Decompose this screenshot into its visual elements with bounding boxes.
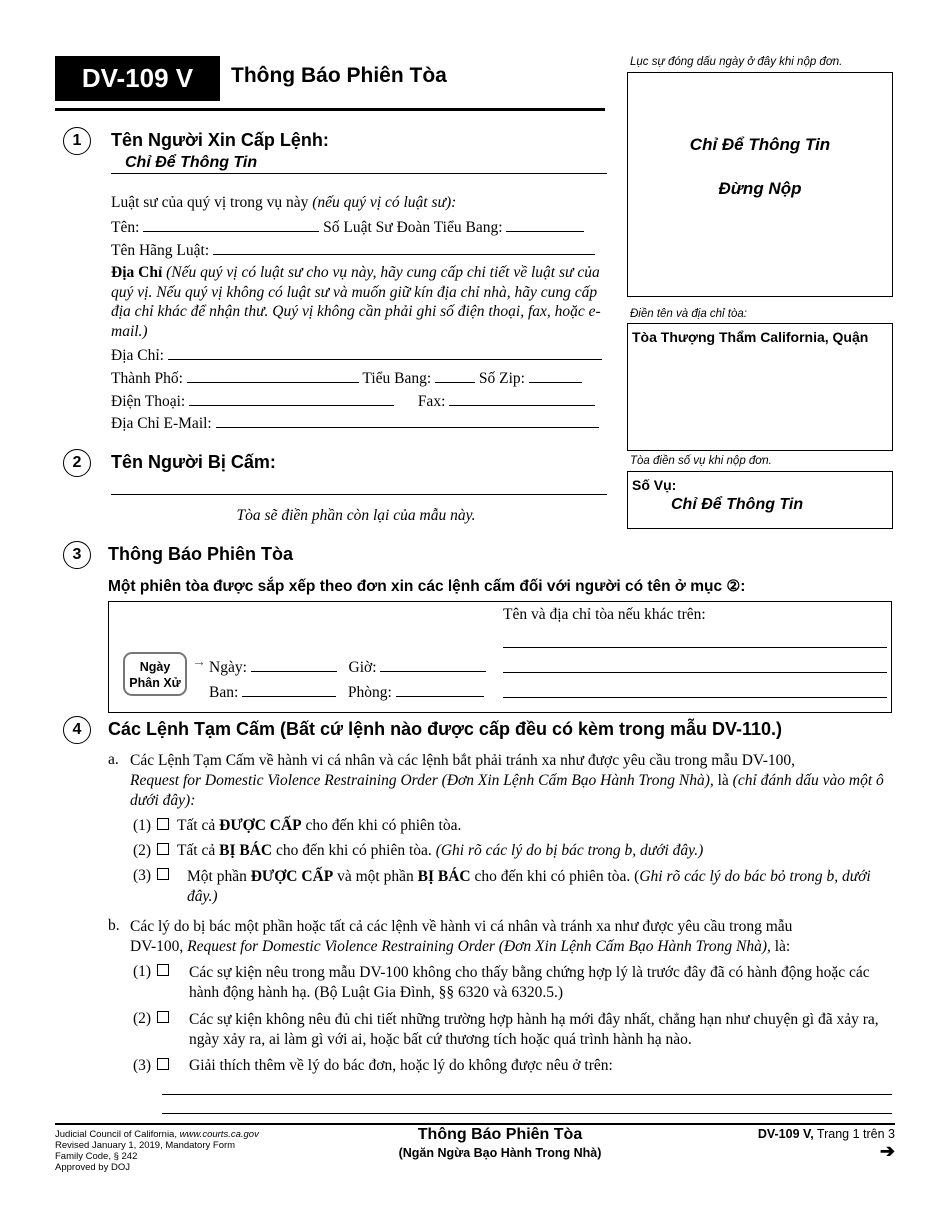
checkbox-4b3[interactable] xyxy=(157,1058,169,1070)
item-4b2-text: Các sự kiện không nêu đủ chi tiết những trường hợp hành hạ mới đây nhất, chẳng hạn như chuyện gì đã xảy ra, ngày xảy ra, ai làm gì với ai, hoặc bất cứ thương tích hoặc quá trình hành hạ nào. xyxy=(189,1011,879,1048)
court-name-field[interactable] xyxy=(627,323,893,451)
section-3-subtitle: Một phiên tòa được sắp xếp theo đơn xin các lệnh cấm đối với người có tên ở mục ②: xyxy=(108,578,746,595)
petitioner-name-value: Chỉ Để Thông Tin xyxy=(125,154,258,171)
checkbox-4a3[interactable] xyxy=(157,868,169,880)
footer-left: Judicial Council of California, www.courts.ca.gov Revised January 1, 2019, Mandatory Form Family Code, § 242 Approved by DOJ xyxy=(55,1129,259,1173)
state-field[interactable] xyxy=(435,368,475,383)
section-1-title: Tên Người Xin Cấp Lệnh: xyxy=(111,130,329,150)
clerk-stamp-line2: Đừng Nộp xyxy=(718,179,802,198)
section-1-number: 1 xyxy=(63,127,91,155)
case-box-label: Tòa điền số vụ khi nộp đơn. xyxy=(630,455,772,467)
petitioner-name-line[interactable] xyxy=(111,173,607,174)
header-rule xyxy=(55,108,605,111)
form-id-badge: DV-109 V xyxy=(55,56,220,101)
address-row: Địa Chỉ: xyxy=(111,345,611,365)
hearing-date-row: Ngày: Giờ: xyxy=(209,657,486,677)
section-2-title: Tên Người Bị Cấm: xyxy=(111,452,276,472)
hearing-date-badge: Ngày Phân Xử xyxy=(123,652,187,696)
item-4b-text: Các lý do bị bác một phần hoặc tất cả các lệnh về hành vi cá nhân và tránh xa như được yêu cầu trong mẫu DV-100, Request for Domestic Violence Restraining Order (Đơn Xin Lệnh Cấm Bạo Hành Trong Nhà), là: xyxy=(130,918,793,955)
zip-field[interactable] xyxy=(529,368,582,383)
court-other-label: Tên và địa chỉ tòa nếu khác trên: xyxy=(503,606,706,623)
explanation-line-1[interactable] xyxy=(162,1094,892,1095)
case-number-field[interactable] xyxy=(627,471,893,529)
city-row: Thành Phố: Tiểu Bang: Số Zip: xyxy=(111,368,611,388)
item-4b3-num: (3) xyxy=(133,1057,177,1075)
lawyer-intro: Luật sư của quý vị trong vụ này (nếu quý vị có luật sư): xyxy=(111,194,457,211)
badge-arrow-icon: → xyxy=(192,655,206,670)
email-row: Địa Chỉ E-Mail: xyxy=(111,413,611,433)
court-other-line-3[interactable] xyxy=(503,697,887,698)
item-4a3-num: (3) xyxy=(133,867,177,885)
checkbox-4b1[interactable] xyxy=(157,964,169,976)
firm-row: Tên Hãng Luật: xyxy=(111,240,611,260)
hearing-box xyxy=(108,601,892,713)
section-3-title: Thông Báo Phiên Tòa xyxy=(108,544,293,564)
lawyer-name-row: Tên: Số Luật Sư Đoàn Tiểu Bang: xyxy=(111,217,607,237)
checkbox-4b2[interactable] xyxy=(157,1011,169,1023)
hearing-dept-row: Ban: Phòng: xyxy=(209,682,484,702)
item-4b1-text: Các sự kiện nêu trong mẫu DV-100 không cho thấy bằng chứng hợp lý là trước đây đã có hành động hoặc các hành động hành hạ. (Bộ Luật Gia Đình, §§ 6320 và 6320.5.) xyxy=(189,964,870,1001)
clerk-stamp-box xyxy=(627,72,893,297)
section-4-title: Các Lệnh Tạm Cấm (Bất cứ lệnh nào được cấp đều có kèm trong mẫu DV-110.) xyxy=(108,719,783,739)
restrained-name-line[interactable] xyxy=(111,494,607,495)
item-4a-letter: a. xyxy=(108,751,119,768)
phone-field[interactable] xyxy=(189,391,394,406)
section-3-number: 3 xyxy=(63,541,91,569)
item-4a-text: Các Lệnh Tạm Cấm về hành vi cá nhân và các lệnh bắt phải tránh xa như được yêu cầu trong mẫu DV-100, Request for Domestic Violence Restraining Order (Đơn Xin Lệnh Cấm Bạo Hành Trong Nhà), là (chỉ đánh dấu vào một ô dưới đây): xyxy=(130,752,884,809)
footer-subtitle: (Ngăn Ngừa Bạo Hành Trong Nhà) xyxy=(398,1146,602,1160)
firm-name-field[interactable] xyxy=(213,240,595,255)
item-4b3-text: Giải thích thêm về lý do bác đơn, hoặc lý do không được nêu ở trên: xyxy=(189,1057,613,1074)
item-4b1-num: (1) xyxy=(133,963,177,981)
footer-title: Thông Báo Phiên Tòa xyxy=(417,1126,583,1143)
hearing-date-field[interactable] xyxy=(251,657,337,672)
court-other-line-1[interactable] xyxy=(503,647,887,648)
case-number-label: Số Vụ: xyxy=(632,477,677,493)
lawyer-name-field[interactable] xyxy=(143,217,319,232)
hearing-dept-field[interactable] xyxy=(242,682,336,697)
section-2-number: 2 xyxy=(63,449,91,477)
section-4-number: 4 xyxy=(63,716,91,744)
address-instructions: Địa Chỉ (Nếu quý vị có luật sư cho vụ này, hãy cung cấp chi tiết về luật sư của quý vị. Nếu quý vị không có luật sư và muốn giữ kín địa chỉ nhà, hãy cung cấp địa chỉ khác để nhận thư. Quý vị không cần phải ghi số điện thoại, fax, hoặc e-mail.) xyxy=(111,264,601,340)
item-4b2-num: (2) xyxy=(133,1010,177,1028)
checkbox-4a2[interactable] xyxy=(157,843,169,855)
footer-rule xyxy=(55,1123,895,1125)
bar-number-field[interactable] xyxy=(506,217,584,232)
form-title: Thông Báo Phiên Tòa xyxy=(231,64,447,87)
item-4a2: (2) Tất cả BỊ BÁC cho đến khi có phiên tòa. (Ghi rõ các lý do bị bác trong b, dưới đây.) xyxy=(133,842,704,859)
court-name-value: Tòa Thượng Thẩm California, Quận xyxy=(632,329,869,345)
street-address-field[interactable] xyxy=(168,345,602,360)
court-fill-note: Tòa sẽ điền phần còn lại của mẫu này. xyxy=(236,507,476,524)
next-page-arrow-icon: ➔ xyxy=(879,1141,895,1161)
court-box-label: Điền tên và địa chỉ tòa: xyxy=(630,308,747,320)
clerk-stamp-line1: Chỉ Để Thông Tin xyxy=(689,135,831,154)
hearing-time-field[interactable] xyxy=(380,657,486,672)
fax-field[interactable] xyxy=(449,391,595,406)
clerk-stamp-label: Lục sự đóng dấu ngày ở đây khi nộp đơn. xyxy=(630,56,843,68)
item-4b-letter: b. xyxy=(108,917,120,934)
case-number-value: Chỉ Để Thông Tin xyxy=(671,496,804,513)
city-field[interactable] xyxy=(187,368,359,383)
footer-page-info: DV-109 V, Trang 1 trên 3 xyxy=(757,1127,895,1141)
explanation-line-2[interactable] xyxy=(162,1113,892,1114)
item-4a3-text: Một phần ĐƯỢC CẤP và một phần BỊ BÁC cho đến khi có phiên tòa. (Ghi rõ các lý do bác bỏ trong b, dưới đây.) xyxy=(187,868,871,905)
checkbox-4a1[interactable] xyxy=(157,818,169,830)
phone-row: Điện Thoại: Fax: xyxy=(111,391,611,411)
hearing-room-field[interactable] xyxy=(396,682,484,697)
email-field[interactable] xyxy=(216,413,599,428)
item-4a1: (1) Tất cả ĐƯỢC CẤP cho đến khi có phiên tòa. xyxy=(133,817,462,834)
court-other-line-2[interactable] xyxy=(503,672,887,673)
